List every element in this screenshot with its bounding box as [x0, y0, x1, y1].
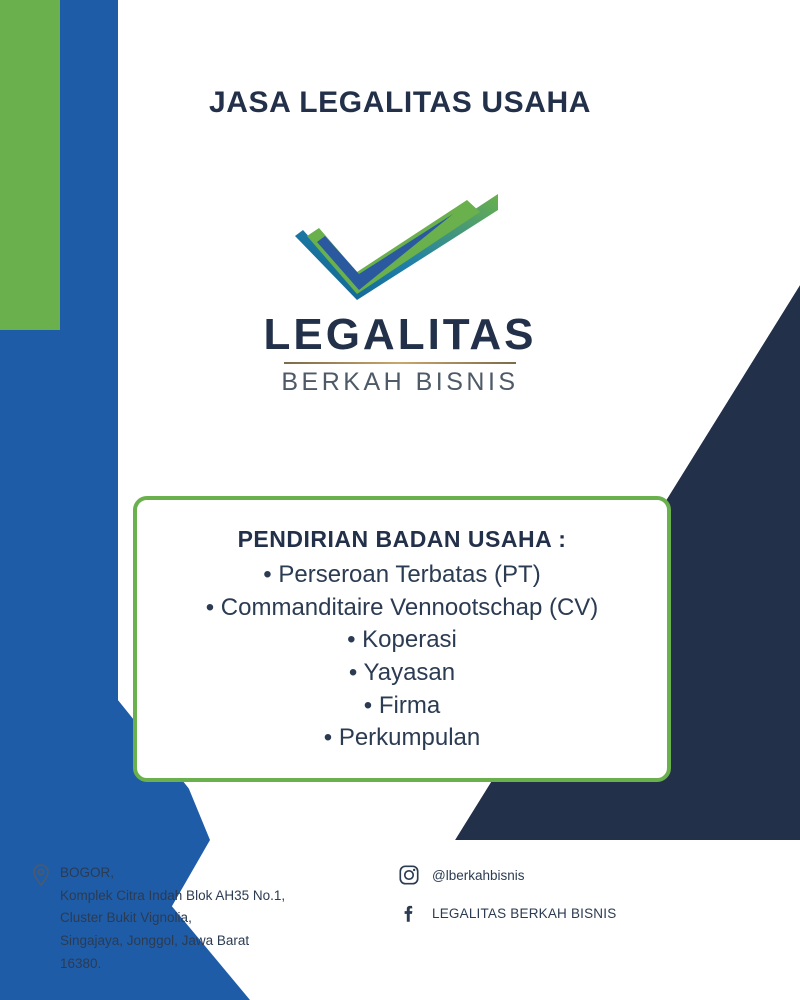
address-line: 16380. — [60, 955, 102, 971]
services-heading: PENDIRIAN BADAN USAHA : — [237, 526, 567, 552]
logo-wordmark: LEGALITAS — [263, 310, 537, 359]
address-block — [60, 862, 360, 975]
list-item: • Perseroan Terbatas (PT) — [263, 561, 541, 588]
checkmark-icon — [293, 190, 508, 300]
facebook-icon — [398, 902, 420, 924]
address-line: Singajaya, Jonggol, Jawa Barat — [60, 933, 250, 949]
list-item: • Koperasi — [347, 626, 457, 654]
address-line: Komplek Citra Indah Blok AH35 No.1, — [60, 887, 286, 903]
address-line: BOGOR, — [60, 865, 115, 880]
location-pin-icon — [32, 864, 50, 886]
logo-divider — [284, 362, 516, 364]
logo-tagline: BERKAH BISNIS — [281, 368, 519, 396]
social-links — [398, 864, 616, 940]
social-facebook[interactable] — [398, 902, 616, 924]
services-list — [137, 559, 667, 755]
logo — [0, 190, 800, 397]
services-card — [133, 496, 671, 782]
list-item: • Commanditaire Vennootschap (CV) — [205, 593, 599, 621]
address-line: Cluster Bukit Vignolia, — [60, 910, 192, 926]
instagram-icon — [398, 864, 420, 886]
social-instagram[interactable] — [398, 864, 616, 886]
list-item: • Yayasan — [348, 658, 456, 686]
list-item: • Firma — [363, 691, 441, 719]
page-title: JASA LEGALITAS USAHA — [208, 86, 592, 119]
facebook-handle: LEGALITAS BERKAH BISNIS — [432, 905, 617, 921]
footer — [0, 850, 800, 1000]
instagram-handle: @lberkahbisnis — [432, 867, 525, 883]
list-item: • Perkumpulan — [323, 724, 481, 752]
